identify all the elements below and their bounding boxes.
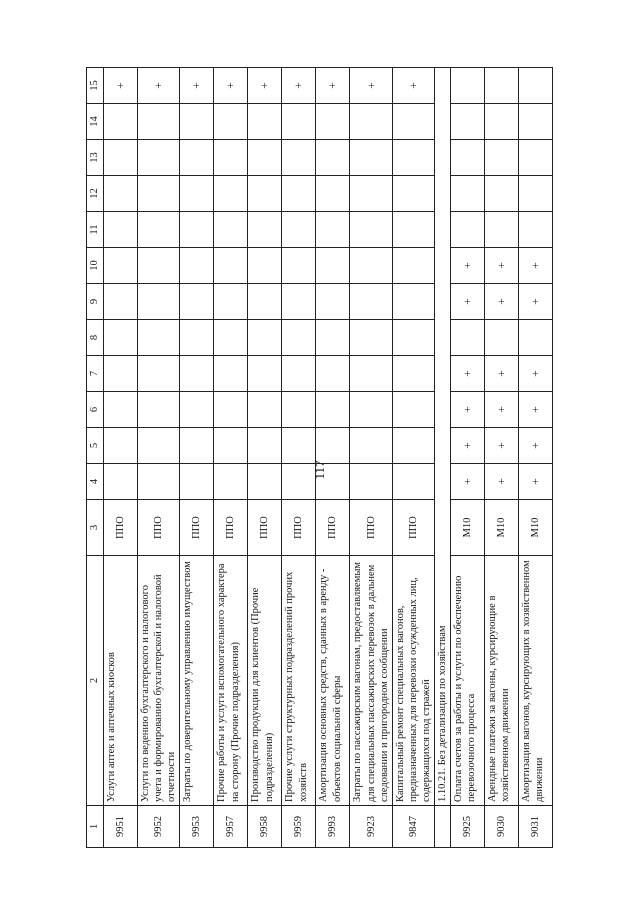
flag-cell <box>282 356 316 392</box>
flag-cell <box>316 284 350 320</box>
flag-cell <box>392 464 434 500</box>
flag-cell: + <box>451 464 485 500</box>
flag-cell <box>104 428 138 464</box>
flag-cell <box>350 464 392 500</box>
flag-cell <box>214 356 248 392</box>
flag-cell <box>214 212 248 248</box>
flag-cell <box>138 284 180 320</box>
column-header: 11 <box>87 212 104 248</box>
table-row <box>519 68 553 848</box>
flag-cell: + <box>485 356 519 392</box>
cost-items-table <box>86 67 553 848</box>
flag-cell: + <box>451 392 485 428</box>
flag-cell <box>214 428 248 464</box>
flag-cell <box>451 104 485 140</box>
flag-cell <box>282 464 316 500</box>
flag-cell <box>248 320 282 356</box>
flag-cell <box>316 140 350 176</box>
flag-cell <box>180 356 214 392</box>
flag-cell <box>316 320 350 356</box>
flag-cell <box>451 320 485 356</box>
flag-cell <box>316 356 350 392</box>
flag-cell <box>485 176 519 212</box>
column-header: 9 <box>87 284 104 320</box>
flag-cell <box>248 140 282 176</box>
flag-cell <box>392 356 434 392</box>
flag-cell <box>138 176 180 212</box>
flag-cell: + <box>392 68 434 104</box>
flag-cell <box>248 212 282 248</box>
flag-cell <box>519 104 553 140</box>
page-number: 117 <box>312 460 327 480</box>
flag-cell <box>180 464 214 500</box>
flag-cell <box>392 392 434 428</box>
flag-cell <box>180 212 214 248</box>
column-header: 2 <box>87 556 104 806</box>
item-code: 9959 <box>282 806 316 848</box>
item-code: 9951 <box>104 806 138 848</box>
item-unit: ППО <box>214 500 248 556</box>
item-unit: М10 <box>451 500 485 556</box>
item-name: Арендные платежи за вагоны, курсирующие в хозяйственном движении <box>485 556 519 806</box>
item-code: 9958 <box>248 806 282 848</box>
flag-cell <box>392 284 434 320</box>
flag-cell <box>392 104 434 140</box>
flag-cell <box>248 464 282 500</box>
flag-cell <box>214 464 248 500</box>
flag-cell <box>180 104 214 140</box>
item-name: Услуги аптек и аптечных киосков <box>104 556 138 806</box>
table-row <box>451 68 485 848</box>
item-code: 9952 <box>138 806 180 848</box>
item-name: Прочие услуги структурных подразделений прочих хозяйств <box>282 556 316 806</box>
item-name: Капитальный ремонт специальных вагонов, предназначенных для перевозки осужденных лиц, содержащихся под стражей <box>392 556 434 806</box>
flag-cell: + <box>180 68 214 104</box>
flag-cell: + <box>350 68 392 104</box>
table-row <box>248 68 282 848</box>
flag-cell: + <box>485 428 519 464</box>
section-row <box>435 68 451 848</box>
flag-cell <box>104 248 138 284</box>
item-name: Производство продукции для клиентов (Прочие подразделения) <box>248 556 282 806</box>
flag-cell <box>282 392 316 428</box>
flag-cell: + <box>451 356 485 392</box>
table-row <box>485 68 519 848</box>
flag-cell <box>104 320 138 356</box>
flag-cell <box>104 356 138 392</box>
flag-cell <box>350 284 392 320</box>
item-code: 9031 <box>519 806 553 848</box>
flag-cell <box>214 176 248 212</box>
flag-cell <box>485 320 519 356</box>
column-header: 3 <box>87 500 104 556</box>
flag-cell <box>350 248 392 284</box>
flag-cell: + <box>485 392 519 428</box>
flag-cell <box>180 248 214 284</box>
flag-cell <box>138 392 180 428</box>
flag-cell <box>350 428 392 464</box>
item-unit: ППО <box>316 500 350 556</box>
flag-cell <box>104 392 138 428</box>
flag-cell <box>180 320 214 356</box>
flag-cell <box>282 212 316 248</box>
flag-cell <box>392 248 434 284</box>
flag-cell: + <box>519 284 553 320</box>
flag-cell <box>104 176 138 212</box>
flag-cell <box>485 212 519 248</box>
flag-cell <box>138 464 180 500</box>
flag-cell <box>316 248 350 284</box>
flag-cell <box>180 176 214 212</box>
flag-cell <box>519 212 553 248</box>
table-row <box>138 68 180 848</box>
item-code: 9847 <box>392 806 434 848</box>
flag-cell <box>519 68 553 104</box>
flag-cell: + <box>485 248 519 284</box>
flag-cell <box>180 284 214 320</box>
item-name: Оплата счетов за работы и услуги по обеспечению перевозочного процесса <box>451 556 485 806</box>
flag-cell <box>214 392 248 428</box>
flag-cell <box>316 428 350 464</box>
flag-cell <box>138 140 180 176</box>
flag-cell: + <box>214 68 248 104</box>
flag-cell <box>282 428 316 464</box>
item-code: 9957 <box>214 806 248 848</box>
flag-cell <box>248 284 282 320</box>
table-row <box>282 68 316 848</box>
flag-cell <box>485 140 519 176</box>
flag-cell <box>282 104 316 140</box>
flag-cell <box>214 320 248 356</box>
flag-cell: + <box>519 428 553 464</box>
flag-cell: + <box>248 68 282 104</box>
flag-cell <box>138 104 180 140</box>
flag-cell <box>519 320 553 356</box>
flag-cell <box>316 212 350 248</box>
flag-cell <box>282 320 316 356</box>
column-header: 7 <box>87 356 104 392</box>
flag-cell <box>138 212 180 248</box>
item-name: Затраты по доверительному управлению имуществом <box>180 556 214 806</box>
flag-cell <box>519 176 553 212</box>
flag-cell <box>316 104 350 140</box>
flag-cell <box>282 140 316 176</box>
flag-cell: + <box>138 68 180 104</box>
item-name: Амортизация основных средств, сданных в аренду - объектов социальной сферы <box>316 556 350 806</box>
flag-cell <box>138 428 180 464</box>
flag-cell <box>392 176 434 212</box>
table-row <box>214 68 248 848</box>
flag-cell <box>104 464 138 500</box>
flag-cell <box>180 392 214 428</box>
column-header: 6 <box>87 392 104 428</box>
flag-cell <box>451 176 485 212</box>
item-name: Затраты по пассажирским вагонам, предоставляемым для специальных пассажирских перевозок в дальнем следовании и пригородном сообщении <box>350 556 392 806</box>
section-title: 1.10.21. Без детализации по хозяйствам <box>435 68 451 806</box>
item-name: Услуги по ведению бухгалтерского и налогового учета и формированию бухгалтерской и налоговой отчетности <box>138 556 180 806</box>
flag-cell: + <box>316 68 350 104</box>
flag-cell <box>316 176 350 212</box>
flag-cell <box>180 428 214 464</box>
column-header: 4 <box>87 464 104 500</box>
flag-cell <box>138 320 180 356</box>
item-code: 9925 <box>451 806 485 848</box>
flag-cell <box>214 248 248 284</box>
flag-cell <box>485 68 519 104</box>
item-unit: ППО <box>282 500 316 556</box>
flag-cell <box>392 140 434 176</box>
flag-cell <box>248 428 282 464</box>
flag-cell <box>180 140 214 176</box>
flag-cell <box>392 212 434 248</box>
table-header-row <box>87 68 104 848</box>
flag-cell <box>519 140 553 176</box>
table-row <box>104 68 138 848</box>
flag-cell <box>282 176 316 212</box>
flag-cell <box>350 392 392 428</box>
flag-cell <box>451 68 485 104</box>
flag-cell: + <box>451 284 485 320</box>
flag-cell <box>282 284 316 320</box>
item-unit: М10 <box>519 500 553 556</box>
item-unit: ППО <box>138 500 180 556</box>
column-header: 8 <box>87 320 104 356</box>
item-unit: М10 <box>485 500 519 556</box>
item-name: Прочие работы и услуги вспомогательного характера на сторону (Прочие подразделения) <box>214 556 248 806</box>
item-unit: ППО <box>350 500 392 556</box>
table-stage <box>86 68 546 848</box>
column-header: 13 <box>87 140 104 176</box>
flag-cell <box>316 392 350 428</box>
section-empty-cell <box>435 806 451 848</box>
flag-cell <box>138 356 180 392</box>
flag-cell <box>392 428 434 464</box>
flag-cell <box>138 248 180 284</box>
column-header: 1 <box>87 806 104 848</box>
flag-cell <box>350 356 392 392</box>
item-unit: ППО <box>392 500 434 556</box>
flag-cell <box>104 284 138 320</box>
table-row <box>180 68 214 848</box>
flag-cell <box>350 320 392 356</box>
flag-cell: + <box>519 464 553 500</box>
column-header: 12 <box>87 176 104 212</box>
flag-cell: + <box>519 248 553 284</box>
column-header: 15 <box>87 68 104 104</box>
flag-cell <box>104 140 138 176</box>
item-name: Амортизация вагонов, курсирующих в хозяйственном движении <box>519 556 553 806</box>
flag-cell <box>350 212 392 248</box>
table-row <box>316 68 350 848</box>
item-code: 9993 <box>316 806 350 848</box>
flag-cell <box>104 212 138 248</box>
item-unit: ППО <box>180 500 214 556</box>
flag-cell: + <box>451 248 485 284</box>
flag-cell <box>248 248 282 284</box>
table-row <box>392 68 434 848</box>
flag-cell <box>214 284 248 320</box>
flag-cell <box>104 104 138 140</box>
flag-cell: + <box>519 356 553 392</box>
flag-cell <box>451 140 485 176</box>
flag-cell <box>392 320 434 356</box>
item-code: 9030 <box>485 806 519 848</box>
flag-cell <box>451 212 485 248</box>
flag-cell <box>282 248 316 284</box>
column-header: 5 <box>87 428 104 464</box>
item-unit: ППО <box>248 500 282 556</box>
flag-cell <box>214 104 248 140</box>
flag-cell <box>248 392 282 428</box>
flag-cell <box>485 104 519 140</box>
table-row <box>350 68 392 848</box>
flag-cell: + <box>485 464 519 500</box>
item-unit: ППО <box>104 500 138 556</box>
flag-cell <box>350 140 392 176</box>
flag-cell <box>214 140 248 176</box>
flag-cell <box>248 104 282 140</box>
item-code: 9953 <box>180 806 214 848</box>
flag-cell <box>248 176 282 212</box>
flag-cell <box>248 356 282 392</box>
flag-cell: + <box>104 68 138 104</box>
column-header: 10 <box>87 248 104 284</box>
flag-cell: + <box>282 68 316 104</box>
flag-cell: + <box>451 428 485 464</box>
flag-cell <box>316 464 350 500</box>
flag-cell: + <box>519 392 553 428</box>
flag-cell: + <box>485 284 519 320</box>
item-code: 9923 <box>350 806 392 848</box>
column-header: 14 <box>87 104 104 140</box>
flag-cell <box>350 176 392 212</box>
table-body <box>104 68 553 848</box>
flag-cell <box>350 104 392 140</box>
